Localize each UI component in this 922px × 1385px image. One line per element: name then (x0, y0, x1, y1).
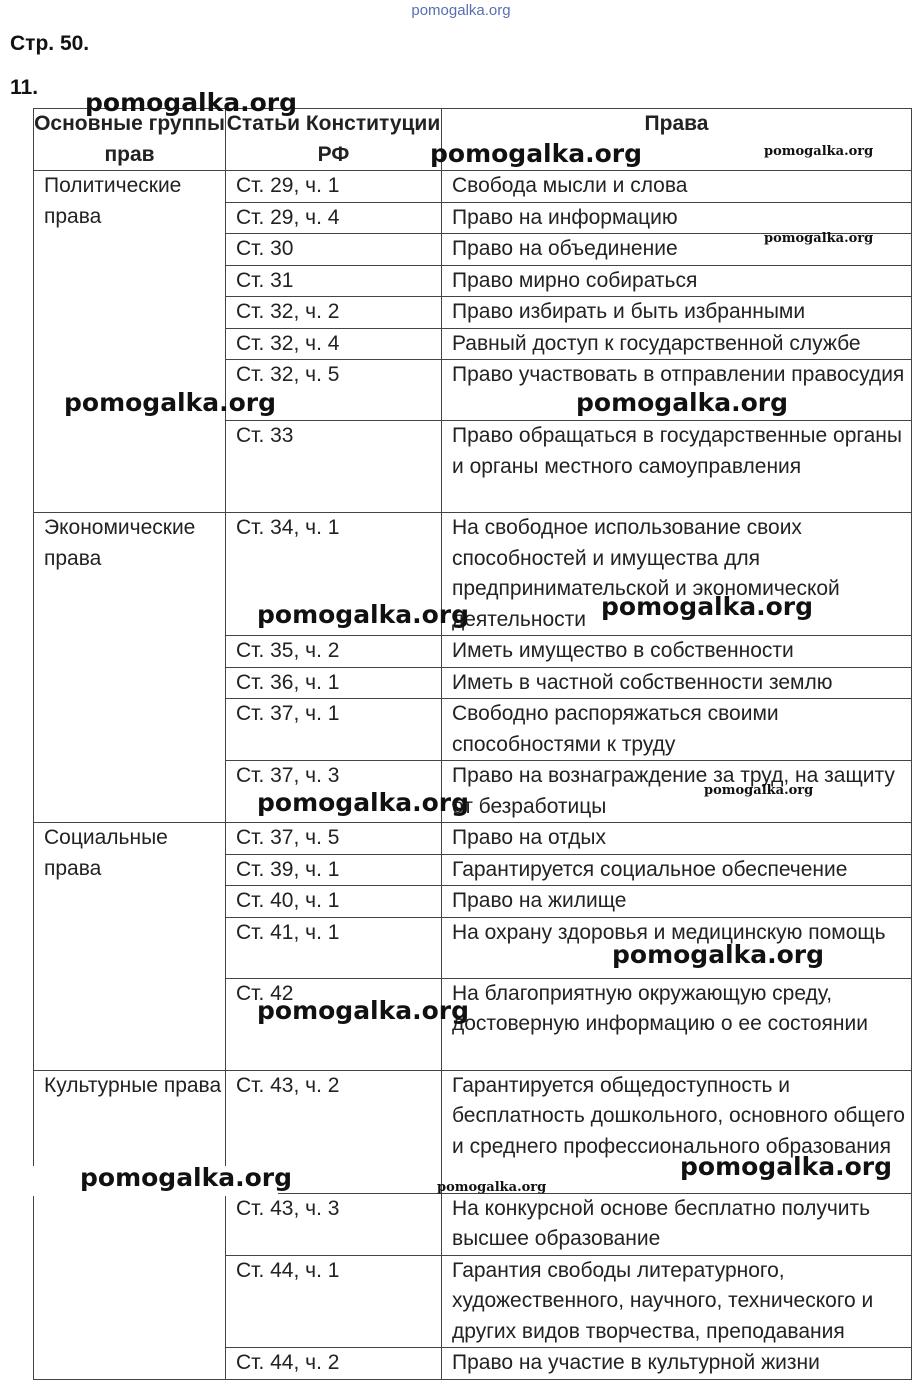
article-cell: Ст. 37, ч. 3 (226, 761, 442, 823)
article-cell: Ст. 44, ч. 1 (226, 1255, 442, 1348)
article-cell: Ст. 40, ч. 1 (226, 886, 442, 918)
group-cell-economic (34, 513, 226, 823)
watermark-text: pomogalka.org (704, 783, 814, 798)
watermark-text: pomogalka.org (257, 600, 470, 629)
article-cell: Ст. 36, ч. 1 (226, 667, 442, 699)
right-cell: На охрану здоровья и медицинскую помощь (442, 917, 912, 978)
right-cell: Право на жилище (442, 886, 912, 918)
article-cell: Ст. 34, ч. 1 (226, 513, 442, 636)
article-cell: Ст. 44, ч. 2 (226, 1348, 442, 1380)
right-cell: Право на объединение (442, 234, 912, 266)
right-cell: На свободное использование своих способностей и имущества для предпринимательской и экономической деятельности (442, 513, 912, 636)
right-cell: Право на отдых (442, 823, 912, 855)
watermark-text: pomogalka.org (80, 1163, 293, 1192)
right-cell: Гарантируется общедоступность и бесплатность дошкольного, основного общего и среднего профессионального образования (442, 1070, 912, 1193)
header-groups: Основные группы прав (34, 109, 226, 171)
watermark-text: pomogalka.org (257, 788, 470, 817)
watermark-text: pomogalka.org (576, 388, 789, 417)
article-cell: Ст. 30 (226, 234, 442, 266)
header-articles: Статьи Конституции РФ (226, 109, 442, 171)
article-cell: Ст. 32, ч. 2 (226, 297, 442, 329)
right-cell: Право участвовать в отправлении правосудия (442, 360, 912, 421)
article-cell: Ст. 29, ч. 4 (226, 202, 442, 234)
article-cell: Ст. 42 (226, 978, 442, 1070)
watermark-text: pomogalka.org (601, 592, 814, 621)
right-cell: Свобода мысли и слова (442, 171, 912, 203)
article-cell: Ст. 37, ч. 1 (226, 699, 442, 761)
right-cell: Иметь в частной собственности землю (442, 667, 912, 699)
watermark-text: pomogalka.org (612, 940, 825, 969)
header-rights: Права (442, 109, 912, 171)
watermark-text: pomogalka.org (430, 139, 643, 168)
group-name: Социальные права (44, 826, 168, 880)
right-cell: Право мирно собираться (442, 265, 912, 297)
article-cell: Ст. 33 (226, 421, 442, 513)
group-name: Политические права (44, 174, 182, 228)
table-row (34, 823, 912, 855)
watermark-text: pomogalka.org (257, 996, 470, 1025)
watermark-text: pomogalka.org (64, 388, 277, 417)
article-cell: Ст. 35, ч. 2 (226, 636, 442, 668)
right-cell: Право на информацию (442, 202, 912, 234)
article-cell: Ст. 32, ч. 5 (226, 360, 442, 421)
article-cell: Ст. 31 (226, 265, 442, 297)
watermark-text: pomogalka.org (764, 144, 874, 159)
group-name: Культурные права (44, 1073, 222, 1097)
watermark-text: pomogalka.org (764, 231, 874, 246)
watermark-top: pomogalka.org (411, 2, 511, 19)
article-cell: Ст. 43, ч. 2 (226, 1070, 442, 1193)
group-cell-social (34, 823, 226, 1071)
right-cell: Право избирать и быть избранными (442, 297, 912, 329)
right-cell: Право на вознаграждение за труд, на защиту от безработицы (442, 761, 912, 823)
right-cell: Свободно распоряжаться своими способностями к труду (442, 699, 912, 761)
page-label: Стр. 50. (10, 32, 90, 55)
article-cell: Ст. 37, ч. 5 (226, 823, 442, 855)
right-cell: Иметь имущество в собственности (442, 636, 912, 668)
right-cell: Право на участие в культурной жизни (442, 1348, 912, 1380)
article-cell: Ст. 32, ч. 4 (226, 328, 442, 360)
right-cell: На конкурсной основе бесплатно получить высшее образование (442, 1193, 912, 1255)
watermark-text: pomogalka.org (85, 88, 298, 117)
group-cell-political (34, 171, 226, 513)
watermark-text: pomogalka.org (437, 1180, 547, 1195)
watermark-text: pomogalka.org (680, 1152, 893, 1181)
table-row (34, 171, 912, 203)
right-cell: На благоприятную окружающую среду, достоверную информацию о ее состоянии (442, 978, 912, 1070)
task-number: 11. (10, 76, 39, 99)
group-name: Экономические права (44, 516, 196, 570)
article-cell: Ст. 41, ч. 1 (226, 917, 442, 978)
group-cell-cultural (34, 1070, 226, 1379)
article-cell: Ст. 43, ч. 3 (226, 1193, 442, 1255)
article-cell: Ст. 29, ч. 1 (226, 171, 442, 203)
article-cell: Ст. 39, ч. 1 (226, 854, 442, 886)
right-cell: Гарантия свободы литературного, художественного, научного, технического и других видов творчества, преподавания (442, 1255, 912, 1348)
right-cell: Гарантируется социальное обеспечение (442, 854, 912, 886)
right-cell: Право обращаться в государственные органы и органы местного самоуправления (442, 421, 912, 513)
right-cell: Равный доступ к государственной службе (442, 328, 912, 360)
